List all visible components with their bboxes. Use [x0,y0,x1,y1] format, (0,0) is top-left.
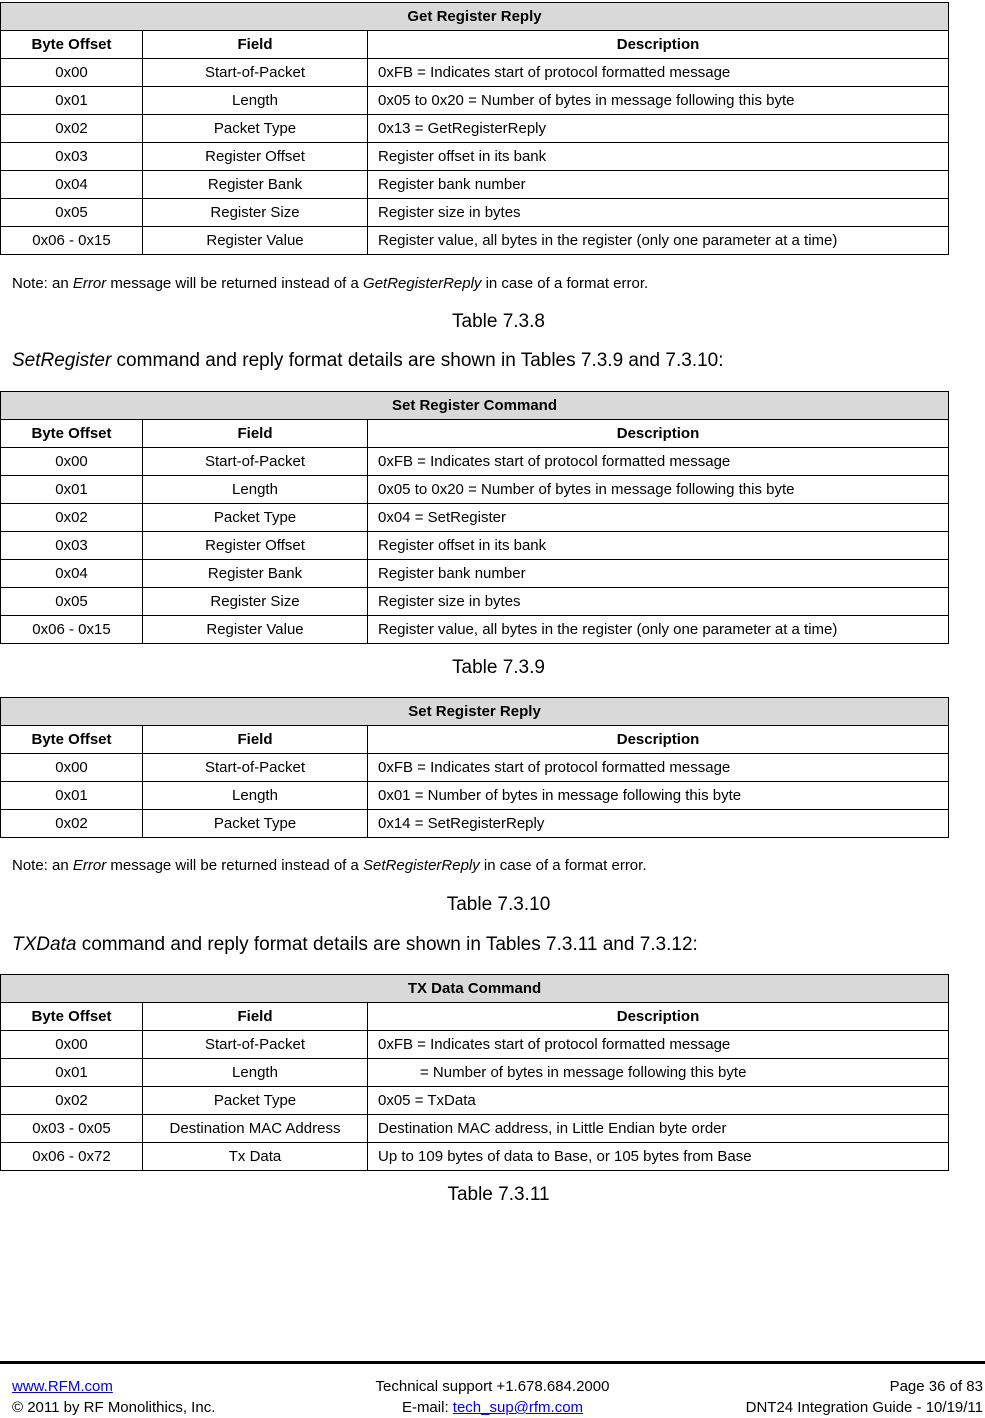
column-header: Description [368,1003,949,1031]
description-cell: 0x05 to 0x20 = Number of bytes in message following this byte [368,476,949,504]
byte-offset-cell: 0x02 [1,115,143,143]
byte-offset-cell: 0x03 [1,532,143,560]
field-cell: Destination MAC Address [143,1115,368,1143]
column-header: Description [368,726,949,754]
field-cell: Packet Type [143,1087,368,1115]
table-row [1,754,949,782]
field-cell: Register Value [143,616,368,644]
byte-offset-cell: 0x02 [1,1087,143,1115]
note-text: Note: an [12,275,73,292]
description-cell: Register bank number [368,171,949,199]
description-cell: 0xFB = Indicates start of protocol formatted message [368,448,949,476]
table-header-row [1,31,949,59]
table-row [1,782,949,810]
description-cell: 0x04 = SetRegister [368,504,949,532]
table-row [1,87,949,115]
column-header: Field [143,1003,368,1031]
field-cell: Length [143,782,368,810]
table-row [1,1087,949,1115]
table-header-row [1,1003,949,1031]
table-title: TX Data Command [1,975,949,1003]
description-cell: 0x13 = GetRegisterReply [368,115,949,143]
description-cell: 0x01 = Number of bytes in message following this byte [368,782,949,810]
table-title: Set Register Reply [1,698,949,726]
table-row [1,1031,949,1059]
column-header: Field [143,31,368,59]
column-header: Field [143,420,368,448]
table-row [1,1059,949,1087]
note-text: message will be returned instead of a [106,275,364,292]
column-header: Field [143,726,368,754]
note-text: Note: an [12,857,73,874]
field-cell: Start-of-Packet [143,754,368,782]
byte-offset-cell: 0x06 - 0x15 [1,616,143,644]
description-cell: 0x14 = SetRegisterReply [368,810,949,838]
description-cell: 0xFB = Indicates start of protocol formatted message [368,1031,949,1059]
byte-offset-cell: 0x01 [1,782,143,810]
table-row [1,199,949,227]
page-number: Page 36 of 83 [889,1378,983,1395]
note-set-register [12,857,647,874]
field-cell: Register Bank [143,560,368,588]
field-cell: Register Offset [143,143,368,171]
byte-offset-cell: 0x00 [1,448,143,476]
byte-offset-cell: 0x03 - 0x05 [1,1115,143,1143]
byte-offset-cell: 0x04 [1,171,143,199]
table-row [1,476,949,504]
field-cell: Tx Data [143,1143,368,1171]
table-row [1,227,949,255]
footer-divider [0,1361,985,1364]
tx-data-command-table [0,974,949,1171]
byte-offset-cell: 0x06 - 0x72 [1,1143,143,1171]
table-row [1,143,949,171]
field-cell: Packet Type [143,504,368,532]
description-cell: Register size in bytes [368,588,949,616]
description-cell: Register offset in its bank [368,532,949,560]
column-header: Byte Offset [1,1003,143,1031]
field-cell: Register Offset [143,532,368,560]
set-register-reply-table [0,697,949,838]
copyright: © 2011 by RF Monolithics, Inc. [12,1399,216,1416]
intro-italic: TXData [12,934,77,955]
description-cell: Register value, all bytes in the register (only one parameter at a time) [368,616,949,644]
table-title: Set Register Command [1,392,949,420]
description-cell: = Number of bytes in message following this byte [368,1059,949,1087]
note-italic: Error [72,275,107,292]
column-header: Description [368,31,949,59]
description-cell: Up to 109 bytes of data to Base, or 105 bytes from Base [368,1143,949,1171]
support-phone: Technical support +1.678.684.2000 [375,1378,610,1395]
field-cell: Length [143,1059,368,1087]
table-row [1,59,949,87]
description-cell: 0x05 to 0x20 = Number of bytes in message following this byte [368,87,949,115]
intro-text: command and reply format details are shown in Tables 7.3.11 and 7.3.12: [76,934,698,955]
byte-offset-cell: 0x06 - 0x15 [1,227,143,255]
description-cell: Register size in bytes [368,199,949,227]
table-caption: Table 7.3.8 [452,311,545,332]
byte-offset-cell: 0x00 [1,1031,143,1059]
field-cell: Register Bank [143,171,368,199]
byte-offset-cell: 0x00 [1,59,143,87]
website-link[interactable]: www.RFM.com [12,1378,113,1395]
get-register-reply-table [0,2,949,255]
intro-text: command and reply format details are shown in Tables 7.3.9 and 7.3.10: [111,350,724,371]
intro-italic: SetRegister [12,350,112,371]
footer-right [746,1376,983,1418]
intro-txdata [12,934,698,956]
note-get-register [12,275,648,292]
table-row [1,171,949,199]
field-cell: Packet Type [143,810,368,838]
description-cell: 0xFB = Indicates start of protocol formatted message [368,754,949,782]
note-text: in case of a format error. [479,857,647,874]
note-text: message will be returned instead of a [106,857,364,874]
byte-offset-cell: 0x04 [1,560,143,588]
guide-title: DNT24 Integration Guide - 10/19/11 [745,1399,983,1416]
description-cell: Register bank number [368,560,949,588]
byte-offset-cell: 0x00 [1,754,143,782]
byte-offset-cell: 0x02 [1,504,143,532]
table-row [1,532,949,560]
table-row [1,1115,949,1143]
table-header-row [1,726,949,754]
table-header-row [1,420,949,448]
column-header: Byte Offset [1,420,143,448]
field-cell: Start-of-Packet [143,1031,368,1059]
byte-offset-cell: 0x05 [1,199,143,227]
field-cell: Start-of-Packet [143,448,368,476]
note-italic: GetRegisterReply [363,275,482,292]
email-label: E-mail: [401,1399,453,1416]
description-cell: Destination MAC address, in Little Endian byte order [368,1115,949,1143]
table-caption: Table 7.3.10 [446,894,551,915]
description-cell: Register value, all bytes in the register (only one parameter at a time) [368,227,949,255]
intro-setregister [12,350,724,372]
table-caption: Table 7.3.9 [452,657,545,678]
table-row [1,560,949,588]
description-cell: 0x05 = TxData [368,1087,949,1115]
table-caption: Table 7.3.11 [447,1184,550,1205]
byte-offset-cell: 0x02 [1,810,143,838]
set-register-command-table [0,391,949,644]
table-row [1,115,949,143]
byte-offset-cell: 0x01 [1,476,143,504]
field-cell: Packet Type [143,115,368,143]
field-cell: Register Size [143,588,368,616]
note-italic: Error [72,857,107,874]
table-row [1,810,949,838]
table-row [1,588,949,616]
byte-offset-cell: 0x01 [1,87,143,115]
table-row [1,448,949,476]
field-cell: Register Value [143,227,368,255]
field-cell: Length [143,476,368,504]
field-cell: Register Size [143,199,368,227]
column-header: Description [368,420,949,448]
field-cell: Length [143,87,368,115]
field-cell: Start-of-Packet [143,59,368,87]
column-header: Byte Offset [1,31,143,59]
description-cell: 0xFB = Indicates start of protocol formatted message [368,59,949,87]
email-link[interactable]: tech_sup@rfm.com [452,1399,584,1416]
table-row [1,504,949,532]
column-header: Byte Offset [1,726,143,754]
table-row [1,616,949,644]
table-title: Get Register Reply [1,3,949,31]
note-italic: SetRegisterReply [363,857,480,874]
byte-offset-cell: 0x03 [1,143,143,171]
description-cell: Register offset in its bank [368,143,949,171]
note-text: in case of a format error. [481,275,649,292]
byte-offset-cell: 0x05 [1,588,143,616]
table-row [1,1143,949,1171]
byte-offset-cell: 0x01 [1,1059,143,1087]
